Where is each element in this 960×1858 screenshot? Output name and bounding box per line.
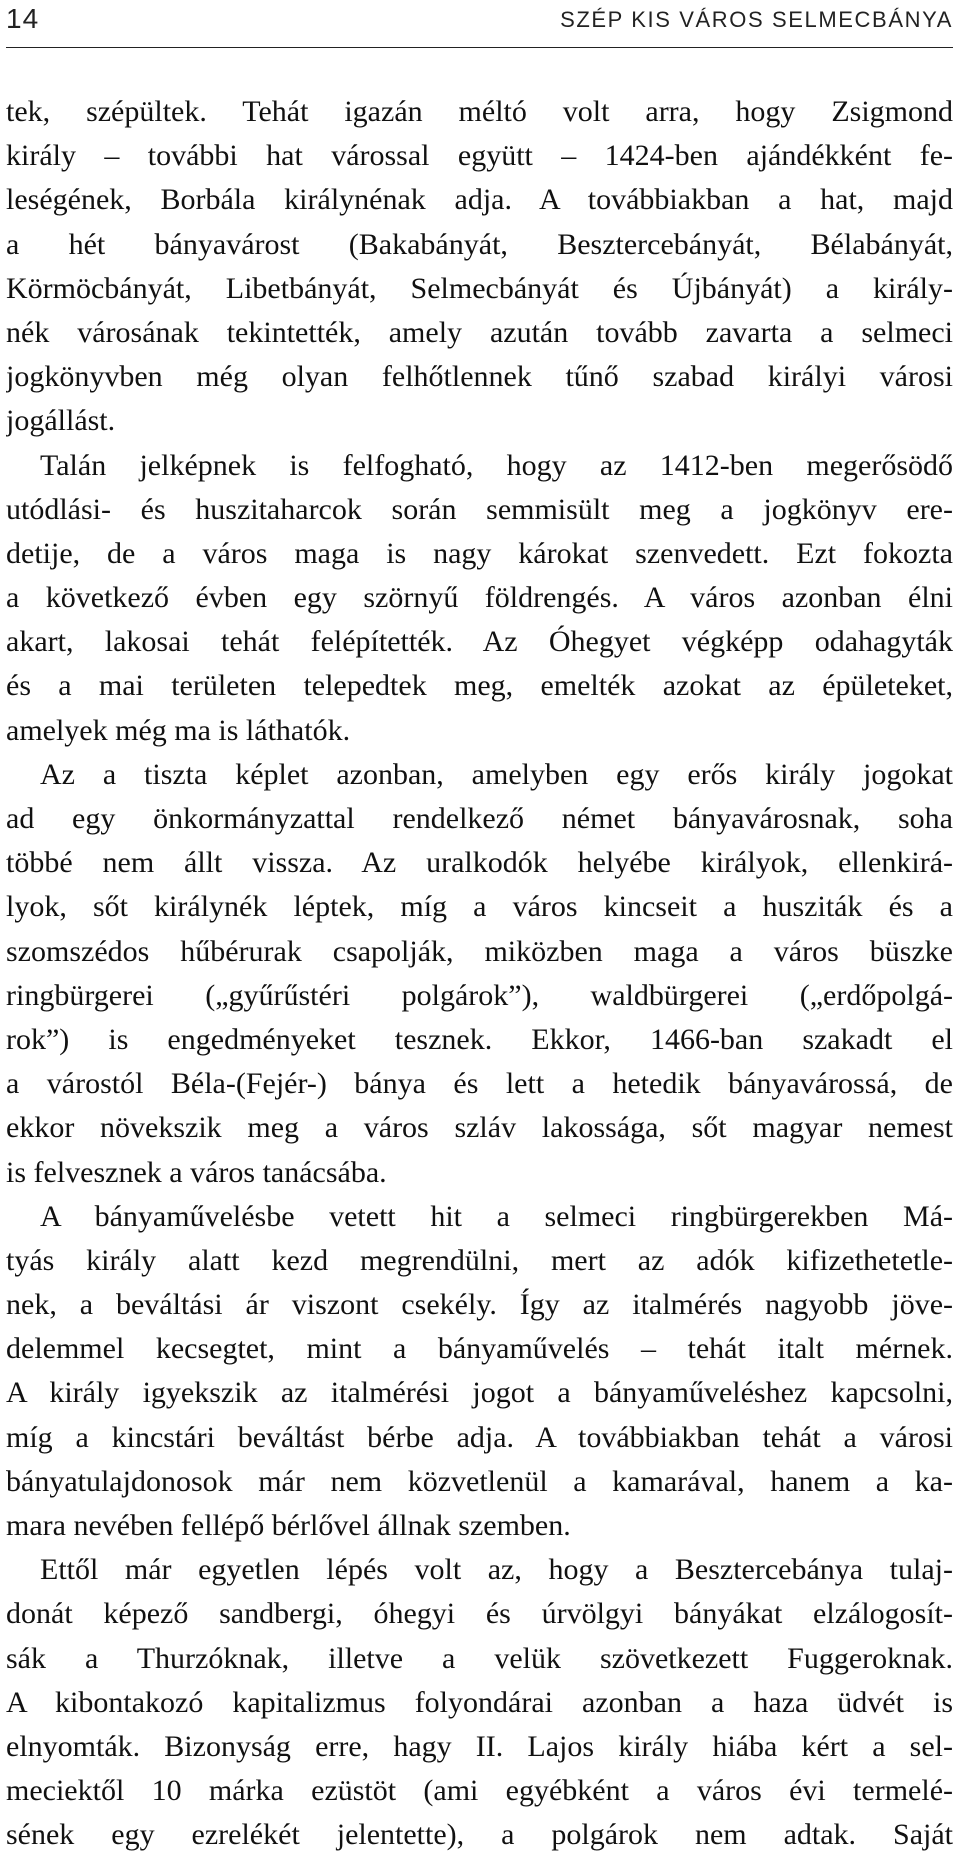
text-line: és a mai területen telepedtek meg, emelték azokat az épületeket, [6, 669, 953, 703]
text-line: míg a kincstári beváltást bérbe adja. A továbbiakban tehát a városi [6, 1420, 953, 1454]
text-line: ekkor növekszik meg a város szláv lakossága, sőt magyar nemest [6, 1111, 953, 1145]
page-header [6, 0, 953, 48]
text-line: delemmel kecsegtet, mint a bányaművelés – tehát italt mérnek. [6, 1332, 953, 1366]
text-line: A bányaművelésbe vetett hit a selmeci ringbürgerekben Má- [40, 1199, 953, 1233]
text-line: király – további hat várossal együtt – 1424-ben ajándékként fe- [6, 139, 953, 173]
text-line: mara nevében fellépő bérlővel állnak szemben. [6, 1509, 571, 1542]
text-line: tek, szépültek. Tehát igazán méltó volt arra, hogy Zsigmond [6, 95, 953, 128]
text-line: sák a Thurzóknak, illetve a velük szövetkezett Fuggeroknak. [6, 1641, 953, 1675]
text-line: A kibontakozó kapitalizmus folyondárai azonban a haza üdvét is [6, 1685, 953, 1719]
body-text [6, 90, 953, 1858]
running-title: SZÉP KIS VÁROS SELMECBÁNYA [560, 7, 953, 32]
text-line: is felvesznek a város tanácsába. [6, 1155, 387, 1189]
paragraph [6, 444, 953, 753]
text-line: amelyek még ma is láthatók. [6, 713, 351, 747]
text-line: leségének, Borbála királynénak adja. A továbbiakban a hat, majd [6, 183, 953, 217]
text-line: utódlási- és huszitaharcok során semmisült meg a jogkönyv ere- [6, 492, 953, 526]
text-line: szomszédos hűbérurak csapolják, miközben maga a város büszke [6, 934, 953, 968]
text-line: ringbürgerei („gyűrűstéri polgárok”), waldbürgerei („erdőpolgá- [6, 978, 953, 1012]
text-line: jogkönyvben még olyan felhőtlennek tűnő szabad királyi városi [6, 360, 953, 394]
text-line: akart, lakosai tehát felépítették. Az Óhegyet végképp odahagyták [6, 625, 953, 659]
text-line: Ettől már egyetlen lépés volt az, hogy a Besztercebánya tulaj- [40, 1553, 953, 1587]
text-line: A király igyekszik az italmérési jogot a bányaműveléshez kapcsolni, [6, 1376, 953, 1410]
text-line: rok”) is engedményeket tesznek. Ekkor, 1466-ban szakadt el [6, 1022, 953, 1056]
text-line: tyás király alatt kezd megrendülni, mert az adók kifizethetetle- [6, 1243, 953, 1277]
text-line: detije, de a város maga is nagy károkat szenvedett. Ezt fokozta [6, 536, 953, 570]
paragraph [6, 753, 953, 1195]
text-line: elnyomták. Bizonyság erre, hagy II. Lajos király hiába kért a sel- [6, 1729, 953, 1763]
text-line: jogállást. [6, 404, 116, 438]
text-line: Az a tiszta képlet azonban, amelyben egy erős király jogokat [40, 757, 953, 791]
paragraph [6, 90, 953, 444]
text-line: a hét bányavárost (Bakabányát, Besztercebányát, Bélabányát, [6, 227, 953, 261]
text-line: a várostól Béla-(Fejér-) bánya és lett a hetedik bányavárossá, de [6, 1067, 953, 1101]
text-line: bányatulajdonosok már nem közvetlenül a kamarával, hanem a ka- [6, 1464, 953, 1498]
paragraph [6, 1548, 953, 1857]
text-line: ad egy önkormányzattal rendelkező német bányavárosnak, soha [6, 802, 953, 835]
paragraph [6, 1195, 953, 1549]
text-line: többé nem állt vissza. Az uralkodók helyébe királyok, ellenkirá- [6, 846, 953, 880]
text-line: nék városának tekintették, amely azután tovább zavarta a selmeci [6, 315, 953, 349]
text-line: lyok, sőt királynék léptek, míg a város kincseit a husziták és a [6, 890, 953, 924]
text-line: Talán jelképnek is felfogható, hogy az 1412-ben megerősödő [40, 448, 953, 482]
text-line: Körmöcbányát, Libetbányát, Selmecbányát és Újbányát) a király- [6, 271, 953, 305]
page-number: 14 [6, 3, 40, 34]
text-line: a következő évben egy szörnyű földrengés. A város azonban élni [6, 581, 953, 615]
text-line: donát képező sandbergi, óhegyi és úrvölgyi bányákat elzálogosít- [6, 1597, 953, 1631]
text-line: meciektől 10 márka ezüstöt (ami egyébként a város évi termelé- [6, 1774, 953, 1808]
text-line: nek, a beváltási ár viszont csekély. Így az italmérés nagyobb jöve- [6, 1288, 953, 1322]
text-line: sének egy ezrelékét jelentette), a polgárok nem adtak. Saját [6, 1818, 953, 1852]
